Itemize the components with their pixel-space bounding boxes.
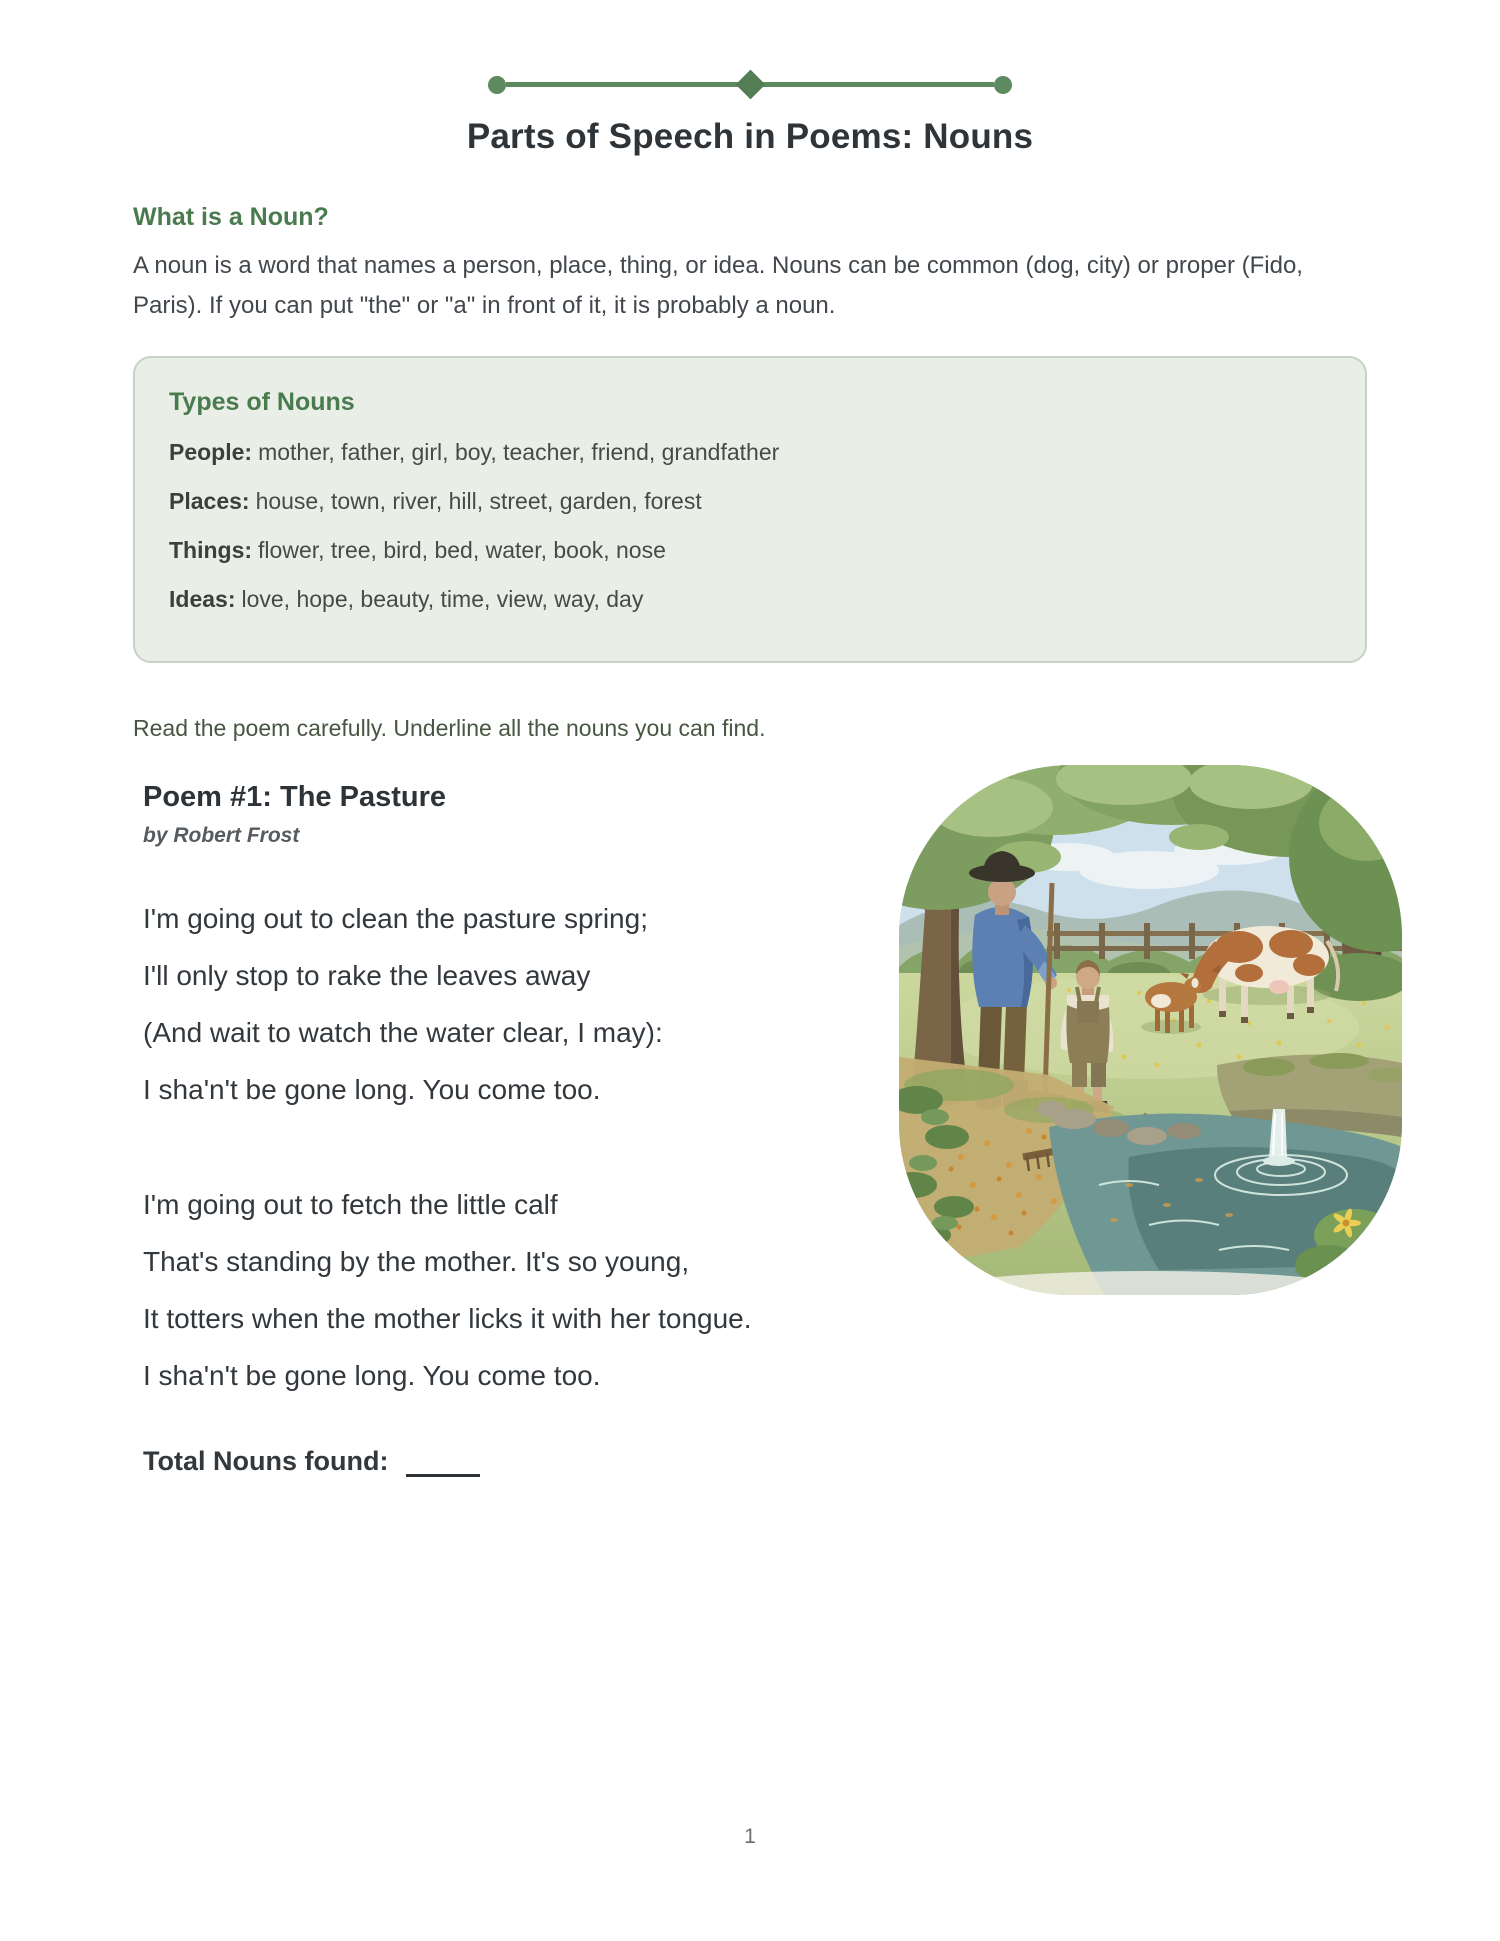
poem-section	[143, 765, 1402, 1477]
noun-definition-text: A noun is a word that names a person, place, thing, or idea. Nouns can be common (dog, city) or proper (Fido, Paris). If you can put "the" or "a" in front of it, it is probably a noun.	[133, 252, 1303, 319]
noun-type-label: Things:	[169, 537, 253, 563]
noun-type-row-things	[169, 537, 1331, 564]
noun-type-words: flower, tree, bird, bed, water, book, nose	[258, 537, 666, 563]
pasture-illustration	[899, 765, 1402, 1295]
poem-line: I'm going out to fetch the little calf	[143, 1189, 558, 1220]
poem-line: I'm going out to clean the pasture spring;	[143, 903, 648, 934]
page-title: Parts of Speech in Poems: Nouns	[466, 117, 1034, 156]
noun-definition-heading: What is a Noun?	[133, 203, 329, 231]
noun-type-row-people	[169, 439, 1331, 466]
noun-type-label: Ideas:	[169, 586, 236, 612]
poem-line: I'll only stop to rake the leaves away	[143, 960, 591, 991]
poem-column	[143, 765, 885, 1477]
noun-type-row-ideas	[169, 586, 1331, 613]
divider-right-dot-icon	[994, 76, 1012, 94]
noun-type-words: house, town, river, hill, street, garden, forest	[255, 488, 702, 514]
noun-type-words: love, hope, beauty, time, view, way, day	[241, 586, 644, 612]
poem-stanza-2	[143, 1176, 885, 1404]
divider-diamond-icon	[735, 70, 765, 100]
noun-type-label: People:	[169, 439, 253, 465]
content-area	[133, 203, 1367, 742]
total-nouns-label: Total Nouns found:	[143, 1446, 389, 1476]
page-number: 1	[744, 1825, 756, 1848]
divider-line	[762, 82, 995, 87]
types-of-nouns-heading: Types of Nouns	[169, 388, 355, 416]
divider-left-dot-icon	[488, 76, 506, 94]
poem-line: It totters when the mother licks it with her tongue.	[143, 1303, 752, 1334]
total-nouns-row	[143, 1442, 885, 1477]
poem-line: I sha'n't be gone long. You come too.	[143, 1074, 601, 1105]
types-of-nouns-box	[133, 356, 1367, 663]
noun-type-label: Places:	[169, 488, 250, 514]
instruction-text: Read the poem carefully. Underline all the nouns you can find.	[133, 715, 766, 741]
poem-line: That's standing by the mother. It's so young,	[143, 1246, 690, 1277]
decorative-divider	[488, 74, 1012, 95]
poem-stanza-1	[143, 890, 885, 1118]
poem-byline: by Robert Frost	[143, 824, 300, 847]
illustration-bottom-fade	[909, 1271, 1389, 1295]
poem-line: I sha'n't be gone long. You come too.	[143, 1360, 601, 1391]
poem-title: Poem #1: The Pasture	[143, 781, 446, 813]
poem-line: (And wait to watch the water clear, I may):	[143, 1017, 663, 1048]
noun-type-row-places	[169, 488, 1331, 515]
illustration-pond	[1049, 1114, 1402, 1295]
total-nouns-blank[interactable]	[406, 1442, 480, 1477]
noun-type-words: mother, father, girl, boy, teacher, friend, grandfather	[258, 439, 780, 465]
divider-line	[506, 82, 739, 87]
